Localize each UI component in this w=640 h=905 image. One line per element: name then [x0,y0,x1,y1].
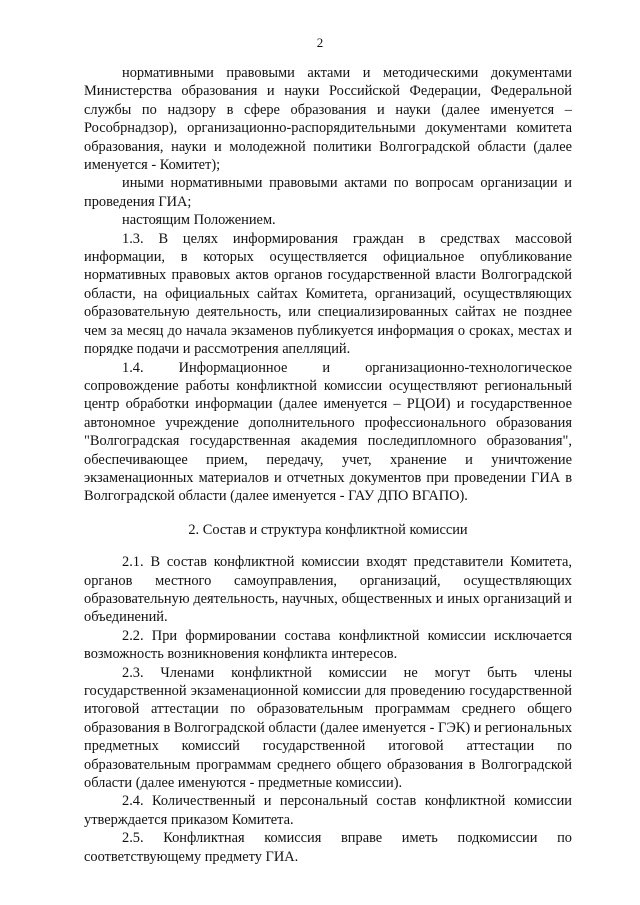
paragraph-2-1: 2.1. В состав конфликтной комиссии входят представители Комитета, органов местного самоуправления, организаций, осуществляющих образовательную деятельность, научных, общественных и иных организаций и объединений. [84,554,572,626]
paragraph-other-acts: иными нормативными правовыми актами по вопросам организации и проведения ГИА; [84,175,572,210]
section-heading: 2. Состав и структура конфликтной комиссии [188,521,468,538]
paragraph-1-4: 1.4. Информационное и организационно-технологическое сопровождение работы конфликтной комиссии осуществляют региональный центр обработки информации (далее именуется – РЦОИ) и государственное автономное учреждение дополнительного профессионального образования "Волгоградская государственная академия последипломного образования", обеспечивающее прием, передачу, учет, хранение и уничтожение экзаменационных материалов и отчетных документов при проведении ГИА в Волгоградской области (далее именуется - ГАУ ДПО ВГАПО). [84,359,572,505]
paragraph-normative-acts: нормативными правовыми актами и методическими документами Министерства образования и науки Российской Федерации, Федеральной службы по надзору в сфере образования и науки (далее именуется – Рособрнадзор), организационно-распорядительными документами комитета образования, науки и молодежной политики Волгоградской области (далее именуется - Комитет); [84,65,572,174]
paragraph-this-regulation: настоящим Положением. [122,212,276,229]
paragraph-2-2: 2.2. При формировании состава конфликтной комиссии исключается возможность возникновения конфликта интересов. [84,627,572,663]
document-body [84,64,572,866]
page-number: 2 [316,35,324,50]
paragraph-2-4: 2.4. Количественный и персональный состав конфликтной комиссии утверждается приказом Комитета. [84,793,572,828]
paragraph-2-5: 2.5. Конфликтная комиссия вправе иметь подкомиссии по соответствующему предмету ГИА. [84,830,572,865]
paragraph-2-3: 2.3. Членами конфликтной комиссии не могут быть члены государственной экзаменационной комиссии для проведению государственной итоговой аттестации по образовательным программам среднего общего образования в Волгоградской области (далее именуется - ГЭК) и региональных предметных комиссий государственной итоговой аттестации по образовательным программам среднего общего образования в Волгоградской области (далее именуются - предметные комиссии). [84,664,573,792]
paragraph-1-3: 1.3. В целях информирования граждан в средствах массовой информации, в которых осуществляется официальное опубликование нормативных правовых актов органов государственной власти Волгоградской области, на официальных сайтах Комитета, организаций, осуществляющих образовательную деятельность, или специализированных сайтах не позднее чем за месяц до начала экзаменов публикуется информация о сроках, местах и порядке подачи и рассмотрения апелляций. [84,230,572,358]
